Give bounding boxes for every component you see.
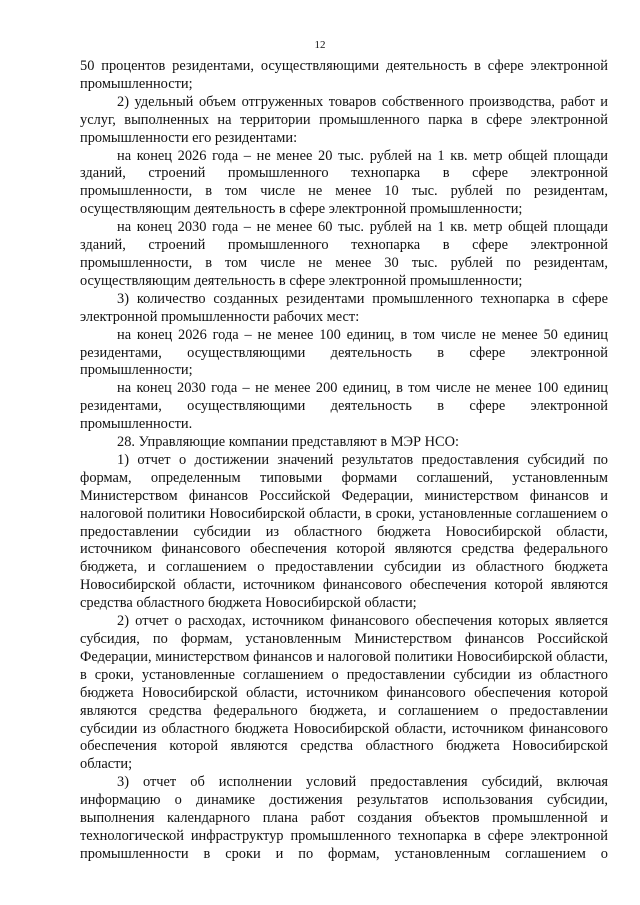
paragraph-11: 3) отчет об исполнении условий предоставления субсидий, включая информацию о динамике достижения результатов использования субсидии, выполнения календарного плана работ создания объектов промышленной и технологической инфраструктур промышленного технопарка в сфере электронной промышленности в сроки и по формам, установленным соглашением о [80, 774, 608, 862]
paragraph-8: 28. Управляющие компании представляют в МЭР НСО: [117, 434, 459, 451]
paragraph-2: 2) удельный объем отгруженных товаров собственного производства, работ и услуг, выполненных на территории промышленного парка в сфере электронной промышленности его резидентами: [80, 93, 608, 146]
paragraph-5: 3) количество созданных резидентами промышленного технопарка в сфере электронной промышленности рабочих мест: [80, 290, 608, 325]
paragraph-10: 2) отчет о расходах, источником финансового обеспечения которых является субсидия, по формам, установленным Министерством финансов Российской Федерации, министерством финансов и налоговой политики Новосибирской области, в сроки, установленные соглашением о предоставлении субсидии из областного бюджета Новосибирской области, источником финансового обеспечения которой являются средства федерального бюджета, и соглашением о предоставлении субсидии из областного бюджета Новосибирской области, источником финансового обеспечения которой являются средства областного бюджета Новосибирской области; [80, 613, 608, 773]
paragraph-3: на конец 2026 года – не менее 20 тыс. рублей на 1 кв. метр общей площади зданий, строений промышленного технопарка в сфере электронной промышленности, в том числе не менее 10 тыс. рублей по резидентам, осуществляющим деятельность в сфере электронной промышленности; [80, 147, 608, 218]
paragraph-9: 1) отчет о достижении значений результатов предоставления субсидий по формам, определенным типовыми формами соглашений, установленным Министерством финансов Российской Федерации, министерством финансов и налоговой политики Новосибирской области, в сроки, установленные соглашением о предоставлении субсидии из областного бюджета Новосибирской области, источником финансового обеспечения которой являются средства федерального бюджета, и соглашением о предоставлении субсидии из областного бюджета Новосибирской области, источником финансового обеспечения которой являются средства областного бюджета Новосибирской области; [80, 451, 608, 612]
paragraph-6: на конец 2026 года – не менее 100 единиц, в том числе не менее 50 единиц резидентами, осуществляющими деятельность в сфере электронной промышленности; [80, 326, 608, 379]
document-body [80, 58, 608, 864]
paragraph-1: 50 процентов резидентами, осуществляющими деятельность в сфере электронной промышленности; [80, 58, 608, 92]
paragraph-7: на конец 2030 года – не менее 200 единиц, в том числе не менее 100 единиц резидентами, осуществляющими деятельность в сфере электронной промышленности. [80, 380, 608, 433]
page-number: 12 [314, 39, 326, 51]
paragraph-4: на конец 2030 года – не менее 60 тыс. рублей на 1 кв. метр общей площади зданий, строений промышленного технопарка в сфере электронной промышленности, в том числе не менее 30 тыс. рублей по резидентам, осуществляющим деятельность в сфере электронной промышленности; [80, 219, 608, 289]
